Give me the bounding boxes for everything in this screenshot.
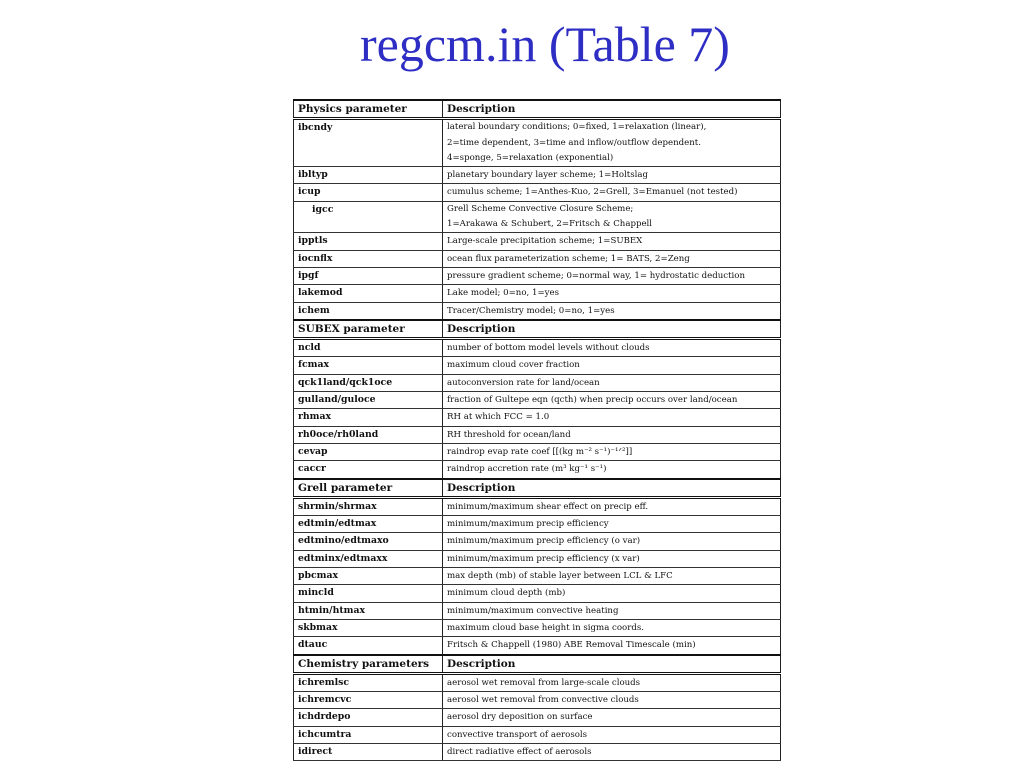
table-row	[294, 497, 781, 515]
parameter-description	[443, 568, 781, 585]
table-row	[294, 692, 781, 709]
parameter-name: ibltyp	[294, 167, 443, 184]
parameter-name: ichcumtra	[294, 726, 443, 743]
table-row	[294, 550, 781, 567]
parameter-description	[443, 497, 781, 515]
description-line: minimum/maximum shear effect on precip eff.	[447, 501, 649, 512]
parameter-name: qck1land/qck1oce	[294, 374, 443, 391]
parameter-description	[443, 392, 781, 409]
parameter-name: ipgf	[294, 267, 443, 284]
table-row	[294, 201, 781, 233]
table-row	[294, 602, 781, 619]
parameter-name: fcmax	[294, 357, 443, 374]
section-header-description: Description	[443, 479, 781, 498]
description-line: RH at which FCC = 1.0	[447, 412, 550, 423]
parameter-description	[443, 743, 781, 760]
parameter-name: gulland/guloce	[294, 392, 443, 409]
section-header-parameter: Chemistry parameters	[294, 655, 443, 674]
parameter-description	[443, 533, 781, 550]
table-row	[294, 709, 781, 726]
parameter-name: edtminx/edtmaxx	[294, 550, 443, 567]
table-row	[294, 233, 781, 250]
table-row	[294, 409, 781, 426]
table-row	[294, 743, 781, 760]
description-line: aerosol wet removal from large-scale clouds	[447, 677, 641, 688]
parameter-name: rh0oce/rh0land	[294, 426, 443, 443]
description-line: Lake model; 0=no, 1=yes	[447, 288, 559, 299]
description-line: raindrop evap rate coef [[(kg m⁻² s⁻¹)⁻¹ᐟ²]]	[447, 446, 633, 457]
parameter-description	[443, 233, 781, 250]
parameter-description	[443, 302, 781, 320]
parameter-name: icup	[294, 184, 443, 201]
section-header-row	[294, 655, 781, 674]
description-line: ocean flux parameterization scheme; 1= BATS, 2=Zeng	[447, 253, 690, 264]
table-row	[294, 673, 781, 691]
table-row	[294, 167, 781, 184]
description-line: aerosol dry deposition on surface	[447, 712, 593, 723]
parameter-name: ichem	[294, 302, 443, 320]
parameter-name: edtmino/edtmaxo	[294, 533, 443, 550]
section-header-parameter: Grell parameter	[294, 479, 443, 498]
parameter-description	[443, 709, 781, 726]
description-line: fraction of Gultepe eqn (qcth) when precip occurs over land/ocean	[447, 395, 738, 406]
parameter-name: ichremlsc	[294, 673, 443, 691]
section-header-description: Description	[443, 655, 781, 674]
description-line: Fritsch & Chappell (1980) ABE Removal Timescale (min)	[447, 640, 696, 651]
parameter-description	[443, 516, 781, 533]
parameter-description	[443, 409, 781, 426]
description-line: lateral boundary conditions; 0=fixed, 1=relaxation (linear),	[447, 122, 707, 133]
description-line: cumulus scheme; 1=Anthes-Kuo, 2=Grell, 3=Emanuel (not tested)	[447, 187, 738, 198]
description-line: planetary boundary layer scheme; 1=Holtslag	[447, 170, 649, 181]
parameter-name: igcc	[294, 201, 443, 233]
parameter-table	[293, 99, 781, 761]
parameter-description	[443, 692, 781, 709]
parameter-table-body	[294, 100, 781, 761]
parameter-name: rhmax	[294, 409, 443, 426]
parameter-description	[443, 267, 781, 284]
slide-title: regcm.in (Table 7)	[360, 16, 730, 72]
description-line: maximum cloud base height in sigma coords.	[447, 622, 644, 633]
description-line: 2=time dependent, 3=time and inflow/outflow dependent.	[447, 137, 701, 148]
table-row	[294, 285, 781, 302]
parameter-name: lakemod	[294, 285, 443, 302]
parameter-name: skbmax	[294, 619, 443, 636]
parameter-description	[443, 602, 781, 619]
parameter-description	[443, 201, 781, 233]
table-row	[294, 568, 781, 585]
parameter-name: ipptls	[294, 233, 443, 250]
parameter-name: iocnflx	[294, 250, 443, 267]
parameter-name: mincld	[294, 585, 443, 602]
parameter-name: ibcndy	[294, 119, 443, 167]
parameter-table-container	[293, 99, 780, 761]
section-header-row	[294, 479, 781, 498]
parameter-description	[443, 285, 781, 302]
section-header-parameter: SUBEX parameter	[294, 320, 443, 339]
parameter-description	[443, 443, 781, 460]
parameter-description	[443, 461, 781, 479]
parameter-description	[443, 250, 781, 267]
section-header-row	[294, 100, 781, 119]
description-line: Large-scale precipitation scheme; 1=SUBEX	[447, 236, 643, 247]
description-line: direct radiative effect of aerosols	[447, 746, 592, 757]
table-row	[294, 726, 781, 743]
parameter-description	[443, 550, 781, 567]
description-line: pressure gradient scheme; 0=normal way, 1= hydrostatic deduction	[447, 270, 746, 281]
description-line: minimum/maximum precip efficiency (x var)	[447, 553, 640, 564]
table-row	[294, 585, 781, 602]
parameter-name: dtauc	[294, 637, 443, 655]
parameter-description	[443, 585, 781, 602]
parameter-name: ncld	[294, 339, 443, 357]
table-row	[294, 250, 781, 267]
table-row	[294, 392, 781, 409]
section-header-description: Description	[443, 320, 781, 339]
parameter-description	[443, 426, 781, 443]
description-line: minimum/maximum convective heating	[447, 605, 619, 616]
parameter-description	[443, 119, 781, 167]
description-line: convective transport of aerosols	[447, 729, 588, 740]
table-row	[294, 637, 781, 655]
table-row	[294, 339, 781, 357]
parameter-description	[443, 637, 781, 655]
parameter-description	[443, 374, 781, 391]
parameter-description	[443, 339, 781, 357]
description-line: 1=Arakawa & Schubert, 2=Fritsch & Chappell	[447, 219, 653, 230]
description-line: max depth (mb) of stable layer between LCL & LFC	[447, 571, 673, 582]
description-line: Grell Scheme Convective Closure Scheme;	[447, 203, 634, 214]
description-line: number of bottom model levels without clouds	[447, 343, 650, 354]
description-line: RH threshold for ocean/land	[447, 429, 571, 440]
table-row	[294, 119, 781, 167]
parameter-description	[443, 167, 781, 184]
parameter-name: idirect	[294, 743, 443, 760]
description-line: autoconversion rate for land/ocean	[447, 377, 600, 388]
table-row	[294, 374, 781, 391]
description-line: maximum cloud cover fraction	[447, 360, 580, 371]
parameter-name: caccr	[294, 461, 443, 479]
description-line: aerosol wet removal from convective clouds	[447, 695, 639, 706]
description-line: minimum/maximum precip efficiency	[447, 519, 609, 530]
table-row	[294, 516, 781, 533]
parameter-description	[443, 726, 781, 743]
section-header-parameter: Physics parameter	[294, 100, 443, 119]
table-row	[294, 533, 781, 550]
section-header-row	[294, 320, 781, 339]
parameter-description	[443, 619, 781, 636]
parameter-description	[443, 357, 781, 374]
description-line: Tracer/Chemistry model; 0=no, 1=yes	[447, 305, 615, 316]
parameter-name: ichremcvc	[294, 692, 443, 709]
table-row	[294, 184, 781, 201]
parameter-description	[443, 673, 781, 691]
table-row	[294, 461, 781, 479]
parameter-description	[443, 184, 781, 201]
description-line: 4=sponge, 5=relaxation (exponential)	[447, 152, 614, 163]
table-row	[294, 267, 781, 284]
table-row	[294, 426, 781, 443]
parameter-name: edtmin/edtmax	[294, 516, 443, 533]
table-row	[294, 443, 781, 460]
description-line: raindrop accretion rate (m³ kg⁻¹ s⁻¹)	[447, 464, 607, 475]
description-line: minimum cloud depth (mb)	[447, 588, 566, 599]
parameter-name: shrmin/shrmax	[294, 497, 443, 515]
table-row	[294, 302, 781, 320]
description-line: minimum/maximum precip efficiency (o var)	[447, 536, 641, 547]
table-row	[294, 357, 781, 374]
table-row	[294, 619, 781, 636]
parameter-name: htmin/htmax	[294, 602, 443, 619]
parameter-name: cevap	[294, 443, 443, 460]
parameter-name: ichdrdepo	[294, 709, 443, 726]
section-header-description: Description	[443, 100, 781, 119]
parameter-name: pbcmax	[294, 568, 443, 585]
